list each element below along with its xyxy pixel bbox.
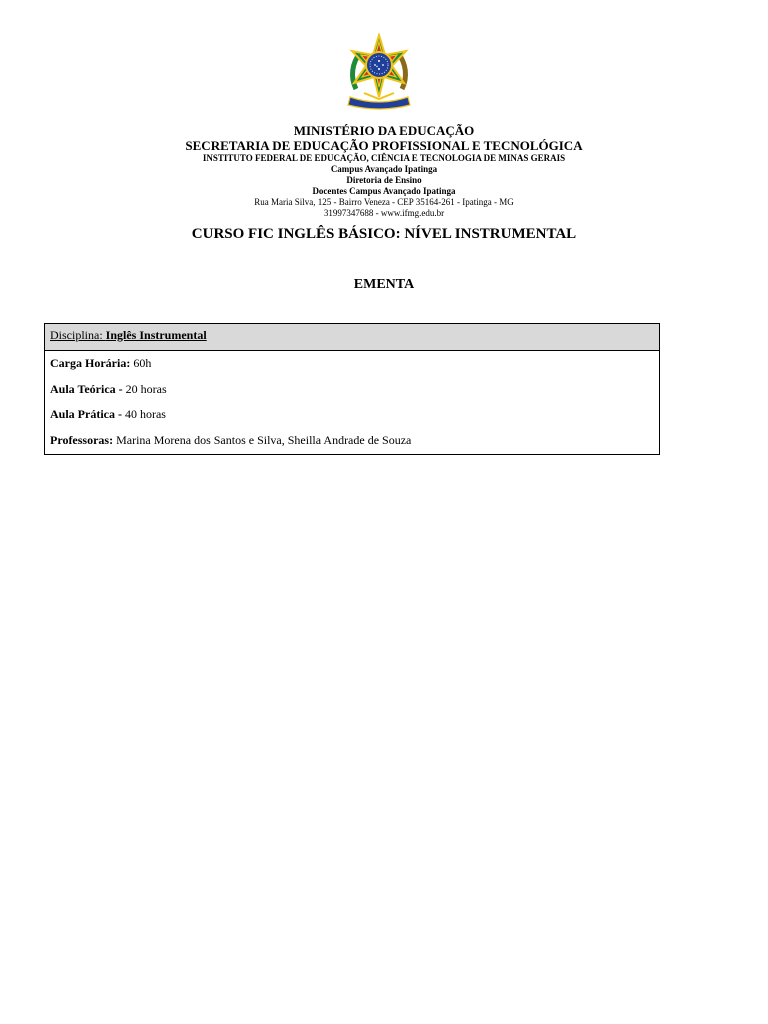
disciplina-row xyxy=(45,324,659,351)
aula-pratica-row xyxy=(50,404,659,430)
aula-pratica-label: Aula Prática - xyxy=(50,407,122,421)
professoras-row xyxy=(50,430,659,456)
disciplina-label: Disciplina: xyxy=(50,328,106,342)
carga-horaria-row xyxy=(50,353,659,379)
carga-horaria-label: Carga Horária: xyxy=(50,356,131,370)
professoras-label: Professoras: xyxy=(50,432,114,447)
brazil-coat-of-arms-icon xyxy=(344,33,414,111)
instituto-name: INSTITUTO FEDERAL DE EDUCAÇÃO, CIÊNCIA E TECNOLOGIA DE MINAS GERAIS xyxy=(202,153,566,163)
address-line: Rua Maria Silva, 125 - Bairro Veneza - CEP 35164-261 - Ipatinga - MG xyxy=(254,197,514,207)
contact-line: 31997347688 - www.ifmg.edu.br xyxy=(323,208,445,218)
secretaria-name: SECRETARIA DE EDUCAÇÃO PROFISSIONAL E TECNOLÓGICA xyxy=(185,138,583,153)
section-title: EMENTA xyxy=(353,277,415,292)
diretoria-name: Diretoria de Ensino xyxy=(346,175,422,185)
professoras-value: Marina Morena dos Santos e Silva, Sheilla Andrade de Souza xyxy=(113,432,412,447)
course-title: CURSO FIC INGLÊS BÁSICO: NÍVEL INSTRUMENTAL xyxy=(191,226,577,242)
aula-pratica-value: 40 horas xyxy=(121,407,166,421)
aula-teorica-row xyxy=(50,379,659,405)
docentes-name: Docentes Campus Avançado Ipatinga xyxy=(312,186,456,196)
aula-teorica-label: Aula Teórica - xyxy=(50,381,123,396)
syllabus-details xyxy=(45,353,659,455)
aula-teorica-value: 20 horas xyxy=(122,381,167,396)
syllabus-table xyxy=(44,323,660,455)
ministry-name: MINISTÉRIO DA EDUCAÇÃO xyxy=(293,123,475,138)
letterhead xyxy=(0,123,768,219)
campus-name: Campus Avançado Ipatinga xyxy=(330,164,438,174)
carga-horaria-value: 60h xyxy=(130,356,152,370)
disciplina-value: Inglês Instrumental xyxy=(105,328,207,342)
